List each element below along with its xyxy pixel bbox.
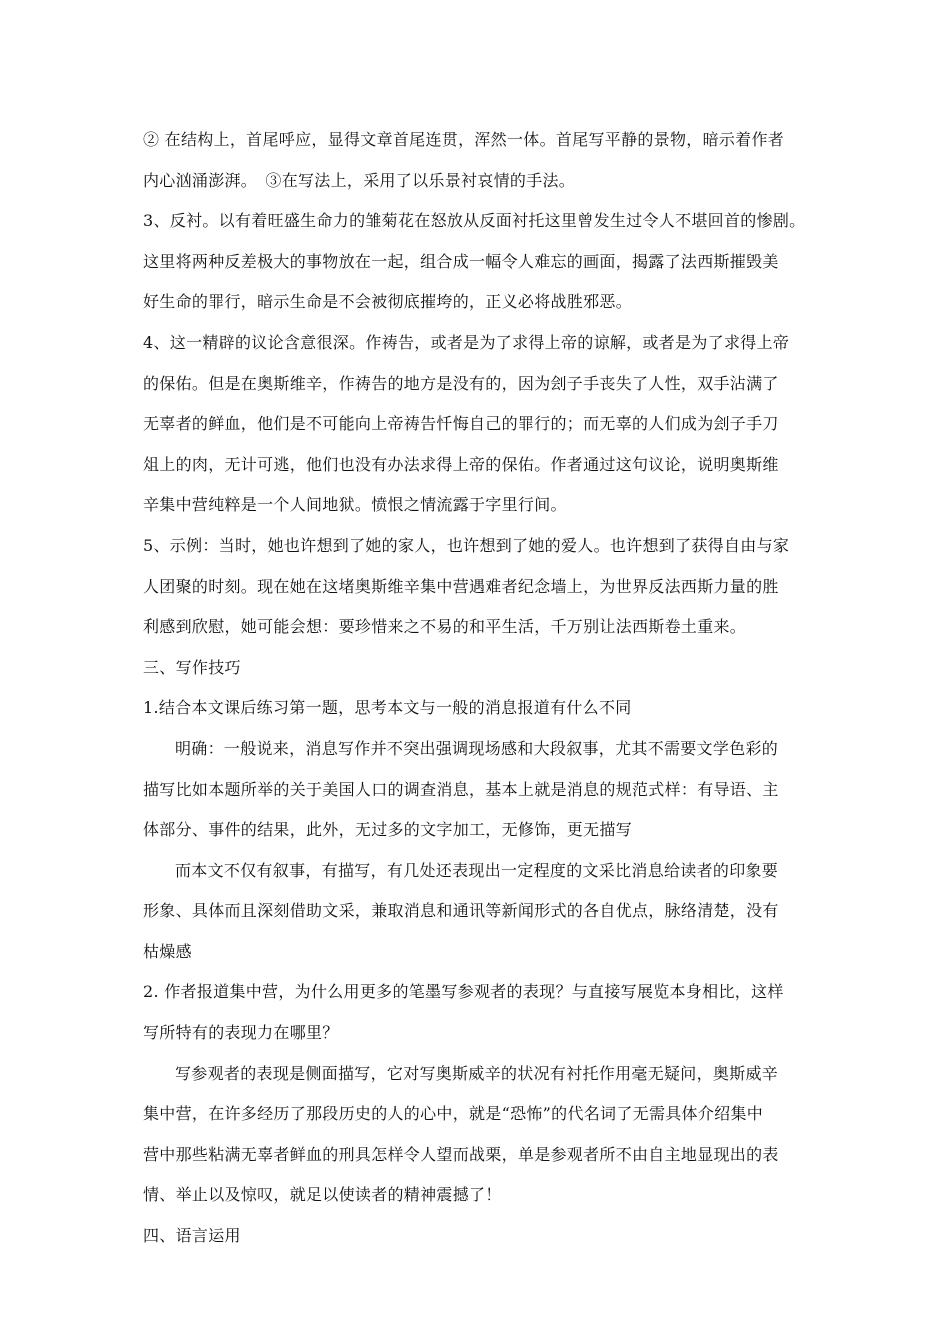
text-line: 枯燥感 [143,941,192,961]
text-line: 形象、具体而且深刻借助文采，兼取消息和通讯等新闻形式的各自优点，脉络清楚，没有 [143,901,779,921]
text-line: 辛集中营纯粹是一个人间地狱。愤恨之情流露于字里行间。 [143,495,567,515]
text-line-structure: ② 在结构上，首尾呼应，显得文章首尾连贯，浑然一体。首尾写平静的景物，暗示着作者 [143,130,785,149]
section-heading-writing-techniques: 三、写作技巧 [143,657,241,677]
section-heading-language-use: 四、语言运用 [143,1226,241,1246]
text-line: 俎上的肉，无计可逃，他们也没有办法求得上帝的保佑。作者通过这句议论，说明奥斯维 [143,454,779,474]
text-line-technique: 内心汹涌澎湃。 ③在写法上，采用了以乐景衬哀情的手法。 [143,170,576,190]
answer-paragraph-3: 写参观者的表现是侧面描写，它对写奥斯威辛的状况有衬托作用毫无疑问，奥斯威辛 [175,1063,779,1083]
text-line: 体部分、事件的结果，此外，无过多的文字加工，无修饰，更无描写 [143,820,633,840]
text-line: 人团聚的时刻。现在她在这堵奥斯维辛集中营遇难者纪念墙上，为世界反法西斯力量的胜 [143,576,779,596]
answer-paragraph-2: 而本文不仅有叙事，有描写，有几处还表现出一定程度的文采比消息给读者的印象要 [175,860,779,880]
question-2: 2. 作者报道集中营，为什么用更多的笔墨写参观者的表现？与直接写展览本身相比，这样 [143,982,784,1002]
text-line: 的保佑。但是在奥斯维辛，作祷告的地方是没有的，因为刽子手丧失了人性，双手沾满了 [143,373,779,393]
question-1: 1.结合本文课后练习第一题，思考本文与一般的消息报道有什么不同 [143,698,632,718]
text-line-contrast-heading: 3、反衬。以有着旺盛生命力的雏菊花在怒放从反面衬托这里曾发生过令人不堪回首的惨剧。 [143,211,806,231]
text-line: 营中那些粘满无辜者鲜血的刑具怎样令人望而战栗，单是参观者所不由自主地显现出的表 [143,1144,779,1164]
document-body [143,120,813,1257]
text-line: 集中营，在许多经历了那段历史的人的心中，就是“恐怖”的代名词了无需具体介绍集中 [143,1104,764,1124]
text-line-point-5: 5、示例：当时，她也许想到了她的家人，也许想到了她的爱人。也许想到了获得自由与家 [143,535,790,555]
text-line-point-4: 4、这一精辟的议论含意很深。作祷告，或者是为了求得上帝的谅解，或者是为了求得上帝 [143,332,790,352]
text-line: 好生命的罪行，暗示生命是不会被彻底摧垮的，正义必将战胜邪恶。 [143,292,633,312]
text-line: 描写比如本题所举的关于美国人口的调查消息，基本上就是消息的规范式样：有导语、主 [143,779,779,799]
text-line: 这里将两种反差极大的事物放在一起，组合成一幅令人难忘的画面，揭露了法西斯摧毁美 [143,251,779,271]
text-line: 无辜者的鲜血，他们是不可能向上帝祷告忏悔自己的罪行的；而无辜的人们成为刽子手刀 [143,414,779,434]
text-line: 利感到欣慰，她可能会想：要珍惜来之不易的和平生活，千万别让法西斯卷土重来。 [143,617,747,637]
answer-paragraph-1: 明确：一般说来，消息写作并不突出强调现场感和大段叙事，尤其不需要文学色彩的 [175,738,779,758]
text-line: 情、举止以及惊叹，就足以使读者的精神震撼了！ [143,1185,502,1205]
text-line: 写所特有的表现力在哪里？ [143,1023,339,1043]
